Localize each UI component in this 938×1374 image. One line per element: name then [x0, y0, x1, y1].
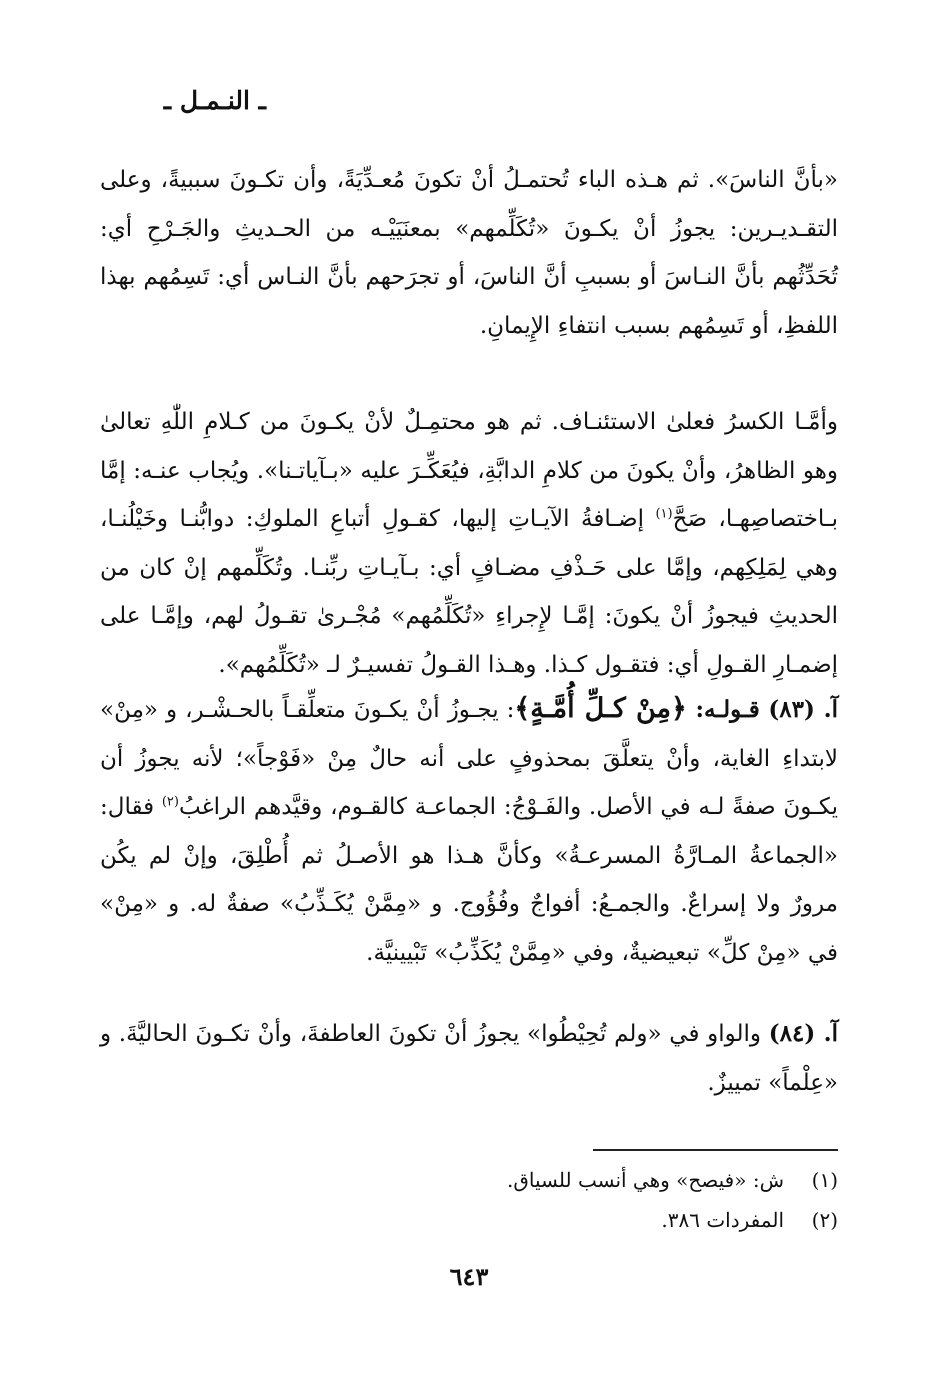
- paragraph-1-text: «بأنَّ الناسَ». ثم هـذه الباء تُحتمـلُ أنْ تكونَ مُعـدِّيَةً، وأن تكـونَ سببيةً، وعلى التقـديـرين: يجوزُ أنْ يكـونَ «تُكَلِّمهم» بمعنَيَيْـه من الحـديثِ والجَـرْحِ أي: تُحَدِّثُهم بأنَّ النـاسَ أو بسببِ أنَّ الناسَ، أو تجرَحهم بأنَّ النـاس أي: تَسِمُهم بهذا اللفظِ، أو تَسِمُهم بسبب انتفاءِ الإِيمانِ.: [100, 167, 838, 339]
- verse-number-84: آ. (٨٤): [768, 1020, 838, 1047]
- paragraph-verse-83: [100, 685, 838, 977]
- verse-number-83: آ. (٨٣): [768, 696, 838, 723]
- footnote-2: [100, 1200, 838, 1240]
- footnote-ref-2: (٢): [161, 794, 179, 810]
- footnote-1: [100, 1160, 838, 1200]
- paragraph-2-text: [100, 398, 838, 689]
- footnote-1-mark: (١): [811, 1168, 838, 1192]
- verse-83-keyword: قـولـه:: [686, 696, 769, 723]
- footnotes: [100, 1160, 838, 1240]
- footnote-2-mark: (٢): [811, 1208, 838, 1232]
- paragraph-verse-84: [100, 1010, 838, 1107]
- page-number: ٦٤٣: [449, 1262, 489, 1291]
- running-header: ـ النـمـل ـ: [163, 86, 266, 115]
- paragraph-2-part-b: إضـافةُ الآيـاتِ إليها، كقـولِ أتباعِ الملوكِ: دوابُّنـا وخَيْلُنـا، وهي لِمَلِكِهم، وإمَّا على حَـذْفِ مضـافٍ أي: بـآيـاتِ ربِّنـا. وتُكَلِّمهم إنْ كان من الحديثِ فيجوزُ أنْ يكونَ: إمَّـا لإِجراءِ «تُكَلِّمُهم» مُجْـرىٰ تقـولُ لهم، وإمَّـا على إضمـارِ القـولِ أي: فتقـول كـذا. وهـذا القـولُ تفسيـرٌ لـ «تُكَلِّمُهم».: [100, 506, 838, 678]
- paragraph-1: [100, 156, 838, 350]
- paragraph-2-part-a: وأمَّـا الكسرُ فعلىٰ الاستئنـاف. ثم هو محتمِـلٌ لأنْ يكـونَ من كـلامِ اللّٰهِ تعالىٰ وهو الظاهرُ، وأنْ يكونَ من كلامِ الدابَّةِ، فيُعَكِّـرَ عليه «بـآياتـنا». ويُجاب عنـه: إمَّا بـاختصاصِهـا، صَحَّ: [100, 409, 838, 532]
- footnote-separator: [593, 1149, 838, 1151]
- verse-83-part-a: : يجـوزُ أنْ يكـونَ متعلِّقـاً بالحـشْـر، و «مِنْ» لابتداءِ الغاية، وأنْ يتعلَّقَ بمحذوفٍ على أنه حالٌ مِنْ «فَوْجاً»؛ لأنه يجوزُ أن يكـونَ صفةً لـه في الأصل. والفَـوْجُ: الجماعـة كالقـوم، وقيَّدهم الراغبُ: [100, 697, 838, 820]
- verse-84-text: والواو في «ولم تُحِيْطُوا» يجوزُ أنْ تكونَ العاطفةَ، وأنْ تكـونَ الحاليَّةَ. و «عِلْماً» تمييزٌ.: [100, 1021, 838, 1096]
- paragraph-verse-83-text: [100, 685, 838, 977]
- verse-83-part-b: فقال: «الجماعةُ المـارَّةُ المسرعـةُ» وكأنَّ هـذا هو الأصـلُ ثم أُطْلِقَ، وإنْ لم يكُن مرورٌ ولا إسراعٌ. والجمـعُ: أفواجٌ وفُؤُوج. و «مِمَّنْ يُكَـذِّبُ» صفةٌ له. و «مِنْ» في «مِنْ كلِّ» تبعيضيةٌ، وفي «مِمَّنْ يُكَذِّبُ» تَبْيينيَّة.: [100, 794, 838, 966]
- footnote-1-text: ش: «فيصح» وهي أنسب للسياق.: [507, 1168, 784, 1192]
- footnote-2-text: المفردات ٣٨٦.: [661, 1208, 784, 1232]
- paragraph-verse-84-text: [100, 1010, 838, 1107]
- paragraph-2: [100, 398, 838, 689]
- quran-quote: ﴿مِنْ كـلِّ أُمَّـةٍ﴾: [514, 693, 687, 724]
- footnote-ref-1: (١): [655, 506, 673, 522]
